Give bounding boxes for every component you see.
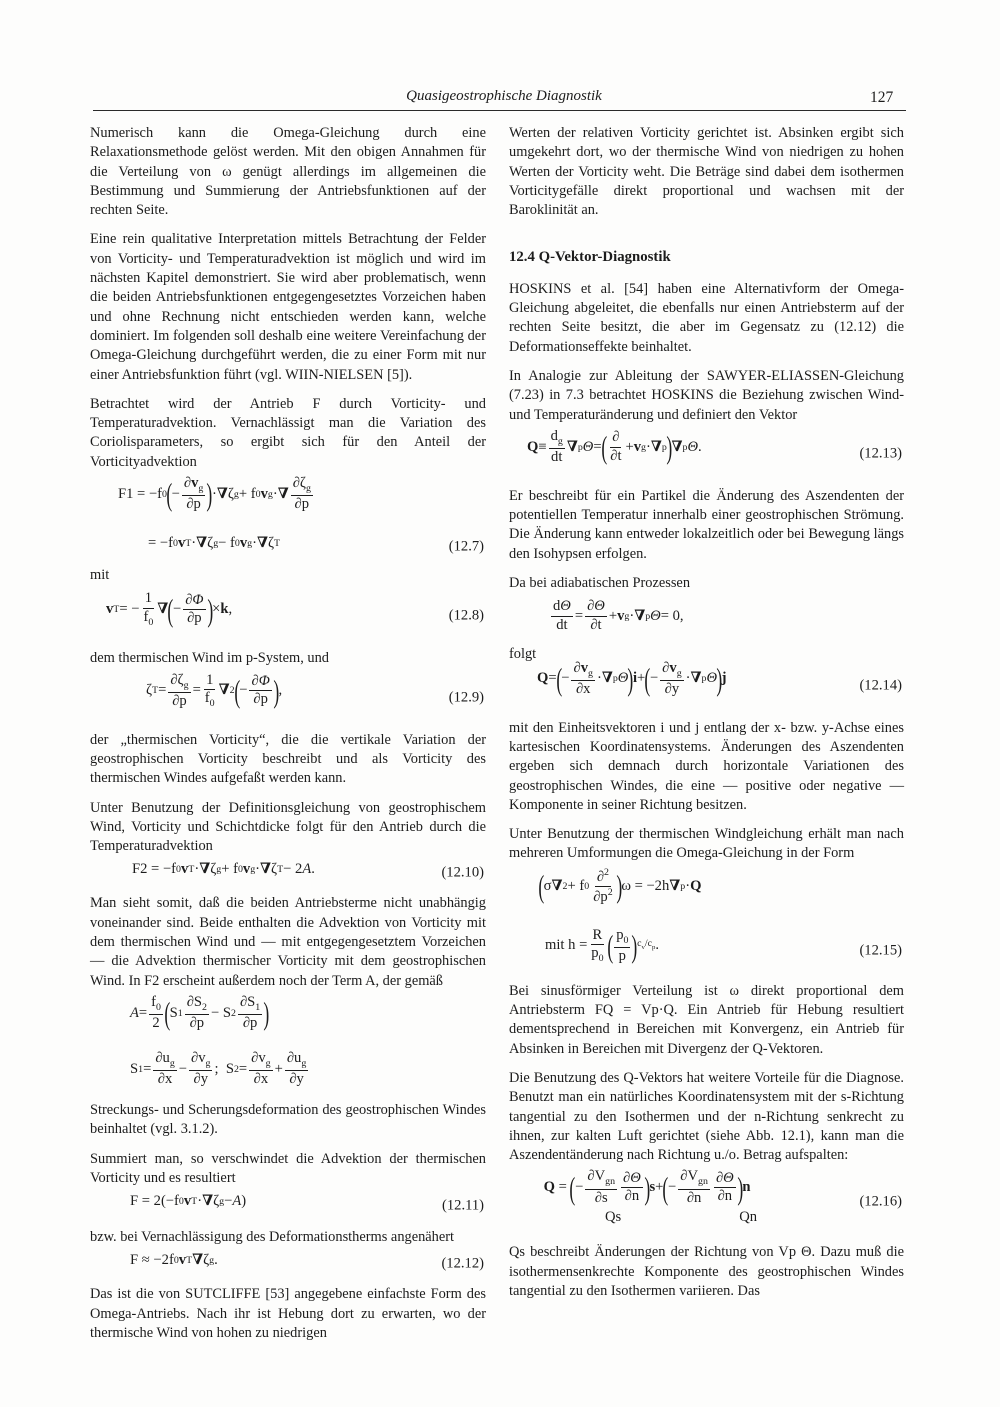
paragraph: Numerisch kann die Omega-Gleichung durch eine Relaxationsmethode gelöst werden. Mit den obigen Annahmen für die Verteilung von ω genügt allerdings im allgemeinen die Bestimmung und Summierung der Antriebsfunktionen auf der rechten Seite. [90,125,486,219]
qn-label: Qn [739,1209,758,1226]
paragraph: Unter Benutzung der thermischen Windgleichung erhält man nach mehreren Umformungen die Omega-Gleichung in der Form [509,826,904,862]
equation-number: (12.7) [448,538,484,555]
paragraph: mit den Einheitsvektoren i und j entlang der x- bzw. y-Achse eines kartesischen Koordinatensystems. Änderungen des Aszendenten ergeben sich demnach durch horizontale Variationen des geostrophischen Windes, die eine — positive oder negative — Komponente in seiner Richtung besitzen. [509,719,904,813]
equation-12-13: Q ≡ $\frac{d_g}{dt}$ ∇ p Θ = ( $\frac{\partial}{\partial t}$ + v g · ∇ p ) ∇ p Θ . (12.13) [527,427,902,466]
folgt-label: folgt [509,646,537,663]
paragraph: Betrachtet wird der Antrieb F durch Vorticity- und Temperaturadvektion. Vernachlässigt man die Variation des Coriolisparameters, so ergibt sich für den Anteil der Vorticityadvektion [90,395,486,470]
paragraph: Unter Benutzung der Definitionsgleichung von geostrophischem Wind, Vorticity und Schichtdicke folgt für den Antrieb durch die Temperaturadvektion [90,799,486,855]
paragraph: Das ist die von SUTCLIFFE [53] angegebene einfachste Form des Omega-Antriebs. Nach ihr ist Hebung dort zu erwarten, wo der thermische Wind von hohen zu niedrigen [90,1286,486,1341]
paragraph: dem thermischen Wind im p-System, und [90,650,329,667]
equation-12-9: ζ T = $\frac{\partial\zeta_g}{\partial p}$ = $\frac{1}{f_0}$ ∇ 2 ( − $\frac{\partial\Phi}{\partial p}$ ) , (12.9) [146,671,484,709]
paragraph: Bei sinusförmiger Verteilung ist ω direkt proportional dem Antriebsterm FQ = Vp·Q. Ein Antrieb für Hebung resultiert dementsprechend in Bereichen mit Konvergenz, ein Antrieb für Absinken in Bereichen mit Divergenz der Q-Vektoren. [509,982,904,1057]
paragraph: Werten der relativen Vorticity gerichtet ist. Absinken ergibt sich umgekehrt dort, wo der thermische Wind von niedrigen zu hohen Werten der Vorticity weht. Die Beträge sind dabei dem isothermen Vorticitygefälle direkt proportional und wachsen mit der Baroklinität an. [509,125,904,219]
paragraph: Streckungs- und Scherungsdeformation des geostrophischen Windes beinhaltet (vgl. 3.1.2). [90,1101,486,1138]
equation-number: (12.16) [859,1193,902,1210]
equation-12-7: = −f 0 v T · ∇ ζ g − f 0 v g · ∇ ζ T (12.7) [148,534,486,560]
equation-s1-s2: S 1 = $\frac{\partial u_g}{\partial x}$ − $\frac{\partial v_g}{\partial y}$ ; S 2 = $\frac{\partial v_g}{\partial x}$ + $\frac{\partial u_g}{\partial y}$ [130,1049,307,1088]
paragraph: Summiert man, so verschwindet die Advektion der thermischen Vorticity und es resultiert [90,1150,486,1186]
paragraph: bzw. bei Vernachlässigung des Deformationstherms angenähert [90,1229,455,1246]
left-column [90,124,486,1353]
equation-number: (12.15) [859,942,902,959]
equation-number: (12.13) [859,445,902,462]
equation-number: (12.10) [441,864,484,881]
mit-label: mit [545,937,565,954]
paragraph: Eine rein qualitative Interpretation mittels Betrachtung der Felder von Vorticity- und Temperaturadvektion ist möglich und wird im nächsten Kapitel demonstriert. Sie wird aber problematisch, wenn die beiden Antriebsfunktionen entgegengesetztes Vorzeichen haben und ohne Rechnung nicht entschieden werden kann, welche dominiert. Im folgenden soll deshalb eine weitere Vereinfachung der Omega-Gleichung durchgeführt werden, die zu einer Form mit nur einer Antriebsfunktion führt (vgl. WIIN-NIELSEN [5]). [90,231,486,383]
paragraph: Da bei adiabatischen Prozessen [509,575,691,592]
paragraph: Er beschreibt für ein Partikel die Änderung des Aszendenten der potentiellen Temperatur innerhalb einer geostrophischen Strömung. Die Änderung kann entweder lokalzeitlich oder bei Bewegung längs den Isohypsen erfolgen. [509,487,904,562]
equation-number: (12.11) [441,1197,484,1214]
equation-12-7a: F1 = −f 0 ( − $\frac{\partial v_g}{\partial p}$ ) · ∇ ζ g + f 0 v g · ∇ $\frac{\partial\zeta_g}{\partial p}$ [118,475,311,513]
section-title: 12.4 Q-Vektor-Diagnostik [509,249,671,266]
equation-12-10: F2 = −f 0 v T · ∇ ζ g + f 0 v g · ∇ ζ T − 2 A . (12.10) [90,860,486,886]
running-title: Quasigeostrophische Diagnostik [406,88,602,104]
paragraph: der „thermischen Vorticity“, die die vertikale Variation der geostrophischen Vorticity beschreibt und als Vorticity des thermischen Windes aufgefaßt werden kann. [90,731,486,787]
page-number: 127 [870,89,894,106]
equation-number: (12.14) [859,676,902,693]
paragraph: In Analogie zur Ableitung der SAWYER-ELIASSEN-Gleichung (7.23) in 7.3 betrachtet HOSKINS die Beziehung zwischen Wind- und Temperaturänderung und definiert den Vektor [509,367,904,423]
equation-a-term: A = $\frac{f_0}{2}$ ( S 1 $\frac{\partial S_2}{\partial p}$ − S 2 $\frac{\partial S_1}{\partial p}$ ) [130,993,270,1032]
equation-omega-q: ( σ ∇ 2 + f 0 $\frac{\partial^2}{\partial p^2}$ ) ω = −2h ∇ p · Q [538,866,702,905]
paragraph: Die Benutzung des Q-Vektors hat weitere Vorteile für die Diagnose. Benutzt man ein natürliches Koordinatensystem mit der s-Richtung tangential zu den Isothermen und der n-Richtung senkrecht zu ihnen, zur kalten Luft gerichtet (siehe Abb. 12.1), kann man die Aszendentänderung nach Richtung u./o. Betrag aufspalten: [509,1069,904,1164]
mit-label: mit [90,567,110,584]
equation-number: (12.9) [448,688,484,705]
equation-12-8: v T = − $\frac{1}{f_0}$ ∇ ( − $\frac{\partial\Phi}{\partial p}$ ) × k , (12.8) [106,590,484,628]
equation-adiabatic: $\frac{d\Theta}{dt}$ = $\frac{\partial\Theta}{\partial t}$ + v g · ∇ p Θ = 0, [553,598,684,633]
equation-number: (12.8) [448,607,484,624]
equation-12-14: Q = ( − $\frac{\partial v_g}{\partial x}$ · ∇ p Θ ) i + ( − $\frac{\partial v_g}{\partial y}$ · ∇ p Θ ) j (12.14) [537,659,902,697]
equation-12-12: F ≈ −2f 0 v T ∇ ζ g . (12.12) [90,1251,486,1277]
right-column [509,124,904,1311]
header-rule [93,110,906,111]
paragraph: Man sieht somit, daß die beiden Antriebsterme nicht unabhängig voneinander sind. Beide enthalten die Advektion von Vorticity mit dem thermischen Wind und — mit entgegengesetztem Vorzeichen — die Advektion thermischer Vorticity mit dem geostrophischen Wind. In F2 erscheint außerdem noch der Term A, der gemäß [90,895,486,989]
equation-number: (12.12) [441,1255,484,1272]
equation-12-11: F = 2(−f 0 v T · ∇ ζ g − A ) (12.11) [90,1192,486,1220]
paragraph: Qs beschreibt Änderungen der Richtung von Vp Θ. Dazu muß die isothermensenkrechte Komponente des geostrophischen Windes tangential zu den Isothermen variieren. Das [509,1244,904,1299]
paragraph: HOSKINS et al. [54] haben eine Alternativform der Omega-Gleichung abgeleitet, die ebenfalls nur einen Antriebsterm auf der rechten Seite besitzt, die aber im Gegensatz zu (12.12) die Deformationseffekte beinhaltet. [509,280,904,355]
equation-12-16: Q = ( − $\frac{\partial V_{gn}}{\partial s}$ $\frac{\partial\Theta}{\partial n}$ ) s + ( − $\frac{\partial V_{gn}}{\partial n}$ $\frac{\partial\Theta}{\partial n}$ ) n Qs Qn (12.16) [509,1169,904,1235]
qs-label: Qs [605,1209,622,1226]
equation-12-15: mit h = $\frac{R}{p_0}$ ( $\frac{p_0}{p}$ ) $c_v/c_p$ . (12.15) [545,926,902,965]
